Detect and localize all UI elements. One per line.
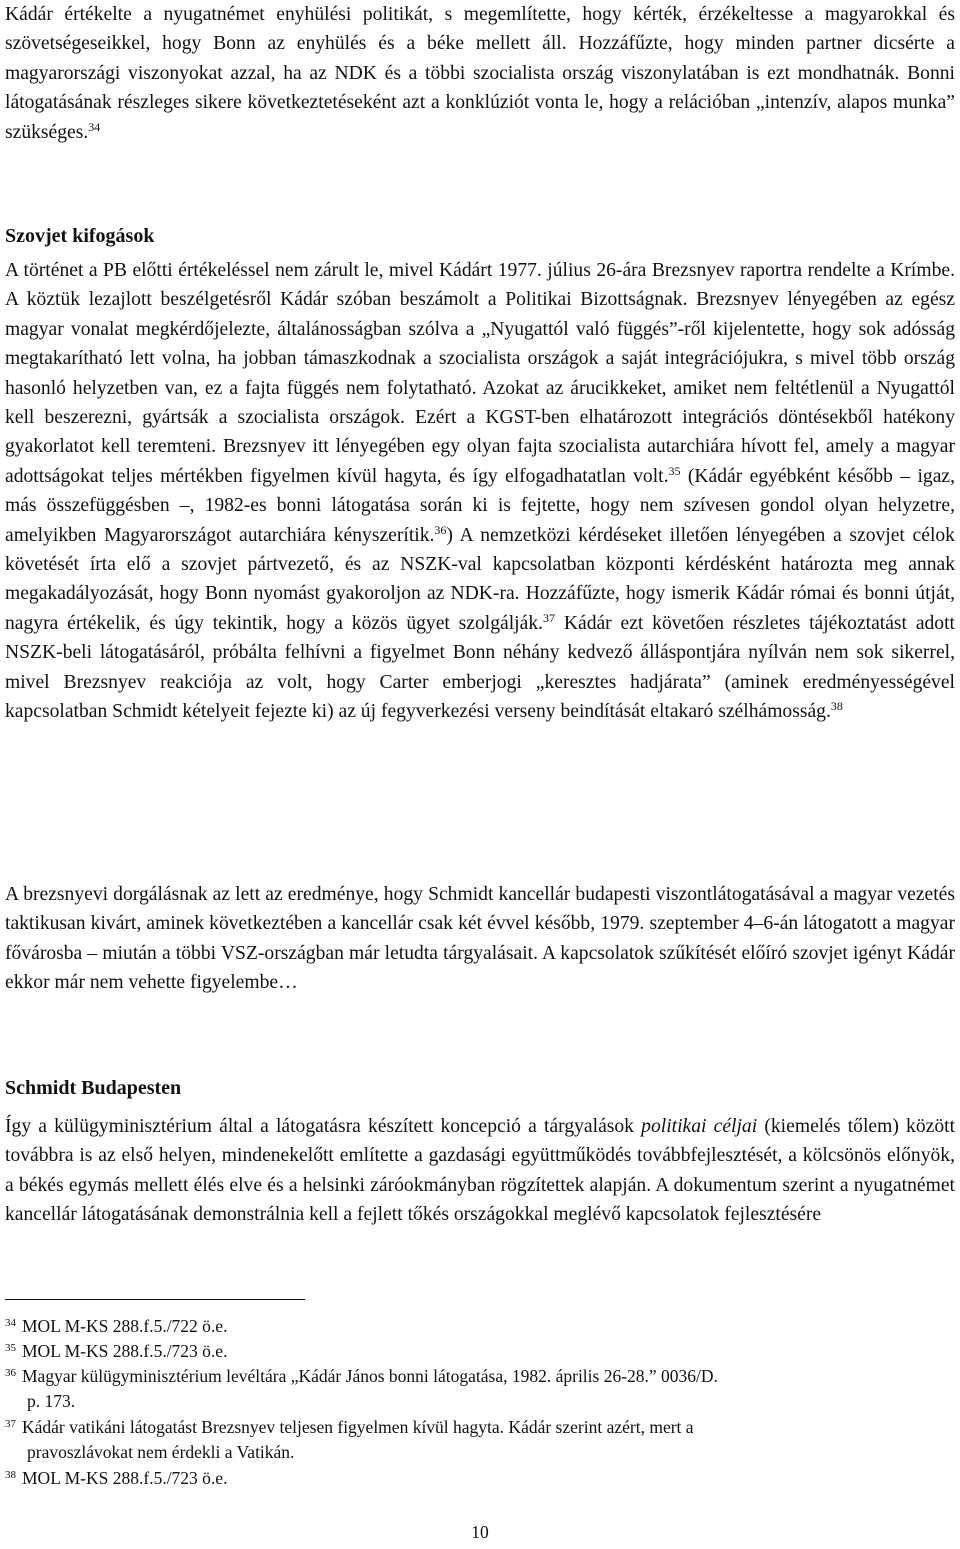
footnote-separator	[5, 1299, 305, 1300]
paragraph-4: Így a külügyminisztérium által a látogatásra készített koncepció a tárgyalások politikai céljai (kiemelés tőlem) között továbbra is az első helyen, mindenekelőtt említette a gazdasági együttműködés továbbfejlesztését, a kölcsönös előnyök, a békés egymás mellett élés elve és a helsinki záróokmányban rögzítettek alapján. A dokumentum szerint a nyugatnémet kancellár látogatásának demonstrálnia kell a fejlett tőkés országokkal meglévő kapcsolatok fejlesztésére	[5, 1116, 956, 1226]
page-number: 10	[471, 1522, 489, 1542]
footnote-ref-38: 38	[830, 699, 843, 714]
footnote-37: $^{37}$ Kádár vatikáni látogatást Brezsnyev teljesen figyelmen kívül hagyta. Kádár szerint azért, mert a pravoszlávokat nem érdekli a Vatikán.	[5, 1417, 694, 1462]
paragraph-2: A történet a PB előtti értékeléssel nem zárult le, mivel Kádárt 1977. július 26-ára Brezsnyev raportra rendelte a Krímbe. A köztük lezajlott beszélgetésről Kádár szóban beszámolt a Politikai Bizottságnak. Brezsnyev lényegében az egész magyar vonalat megkérdőjelezte, általánosságban szólva a „Nyugattól való függés”-ről kijelentette, hogy sok adósság megtakarítható lett volna, ha jobban támaszkodnak a szocialista országok a saját integrációjukra, s mivel több ország hasonló helyzetben van, ez a fajta függés nem folytatható. Azokat az árucikkeket, amiket nem feltétlenül a Nyugattól kell beszerezni, gyártsák a szocialista országok. Ezért a KGST-ben elhatározott integrációs döntésekből hatékony gyakorlatot kell teremteni. Brezsnyev itt lényegében egy olyan fajta szocialista autarchiára hívott fel, amely a magyar adottságokat teljes mértékben figyelmen kívül hagyta, és így elfogadhatatlan volt.$^{35}$ (Kádár egyébként később – igaz, más összefüggésben –, 1982-es bonni látogatása során ki is fejtette, hogy nem szívesen gondol olyan helyzetre, amelyikben Magyarországot autarchiára kényszerítik.$^{36}$) A nemzetközi kérdéseket illetően lényegében a szovjet célok követését írta elő a szovjet pártvezető, és az NSZK-val kapcsolatban központi kérdésként határozta meg annak megakadályozását, hogy Bonn nyomást gyakoroljon az NDK-ra. Hozzáfűzte, hogy ismerik Kádár római és bonni útját, nagyra értékelik, és úgy tekintik, hogy a közös ügyet szolgálják.$^{37}$ Kádár ezt követően részletes tájékoztatást adott NSZK-beli látogatásáról, próbálta felhívni a figyelmet Bonn néhány kedvező álláspontjára nyílván nem sok sikerrel, mivel Brezsnyev reakciója az volt, hogy Carter emberjogi „keresztes hadjárata” (aminek eredményességével kapcsolatban Schmidt kételyeit fejezte ki) az új fegyverkezési verseny beindítását eltakaró szélhámosság.$^{38}$	[5, 260, 955, 723]
footnote-34: $^{34}$ MOL M-KS 288.f.5./722 ö.e.	[5, 1316, 228, 1336]
section-heading-szovjet-kifogasok: Szovjet kifogások	[5, 225, 155, 247]
paragraph-3: A brezsnyevi dorgálásnak az lett az eredménye, hogy Schmidt kancellár budapesti viszontlátogatásával a magyar vezetés taktikusan kivárt, aminek következtében a kancellár csak két évvel később, 1979. szeptember 4–6-án látogatott a magyar fővárosba – miután a többi VSZ-országban már letudta tárgyalásait. A kapcsolatok szűkítését előíró szovjet igényt Kádár ekkor már nem vehette figyelembe…	[5, 884, 955, 994]
footnote-ref-37: 37	[543, 610, 556, 625]
footnote-ref-34: 34	[88, 119, 101, 134]
footnote-38: $^{38}$ MOL M-KS 288.f.5./723 ö.e.	[5, 1468, 228, 1488]
footnote-36: $^{36}$ Magyar külügyminisztérium levéltára „Kádár János bonni látogatása, 1982. április 26-28.” 0036/D. p. 173.	[5, 1366, 718, 1411]
section-heading-schmidt-budapesten: Schmidt Budapesten	[5, 1077, 182, 1099]
footnote-ref-36: 36	[434, 522, 447, 537]
footnote-ref-35: 35	[668, 463, 681, 478]
paragraph-1: Kádár értékelte a nyugatnémet enyhülési politikát, s megemlítette, hogy kérték, érzékeltesse a magyarokkal és szövetségeseikkel, hogy Bonn az enyhülés és a béke mellett áll. Hozzáfűzte, hogy minden partner dicsérte a magyarországi viszonyokat azzal, ha az NDK és a többi szocialista ország viszonylatában is ezt mondhatnák. Bonni látogatásának részleges sikere következtetéseként azt a konklúziót vonta le, hogy a relációban „intenzív, alapos munka” szükséges.$^{34}$	[5, 4, 955, 143]
footnote-35: $^{35}$ MOL M-KS 288.f.5./723 ö.e.	[5, 1341, 228, 1361]
emphasis-text: politikai céljai	[641, 1116, 758, 1137]
